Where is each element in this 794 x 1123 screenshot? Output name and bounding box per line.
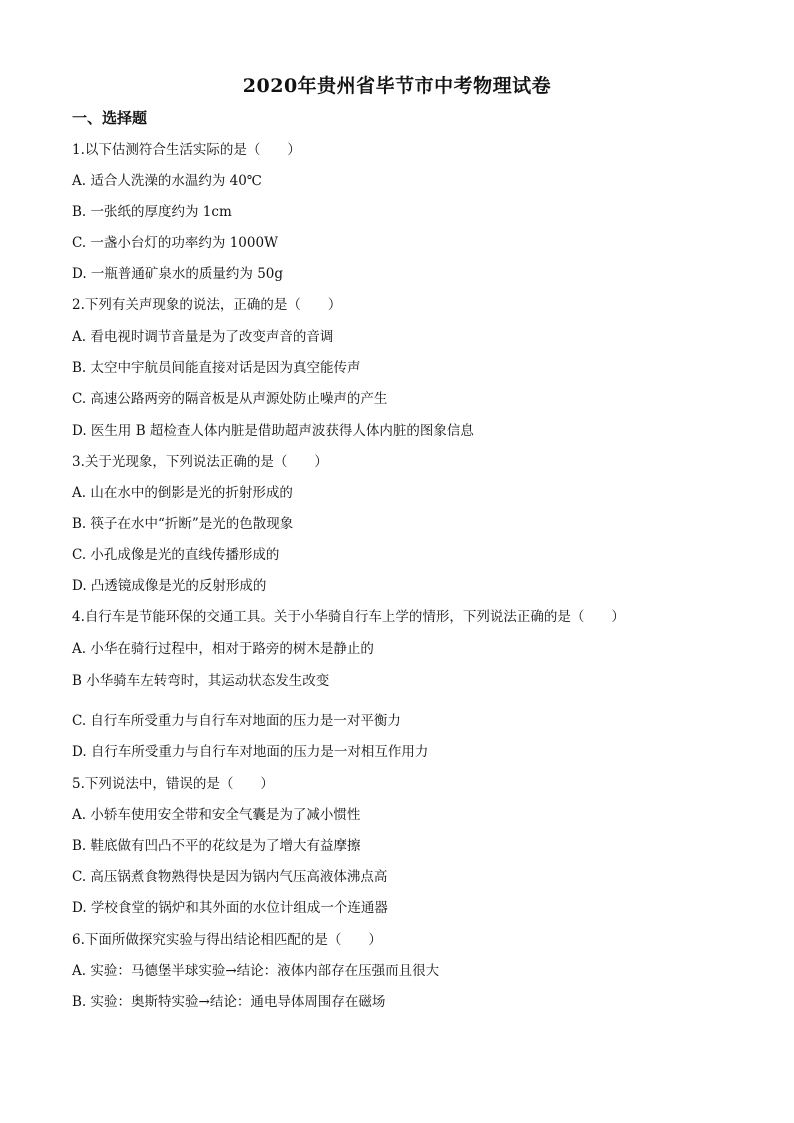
q5-option-b: B. 鞋底做有凹凸不平的花纹是为了增大有益摩擦 — [72, 838, 361, 854]
q2-option-b: B. 太空中宇航员间能直接对话是因为真空能传声 — [72, 360, 361, 376]
q6-option-b: B. 实验：奥斯特实验→结论：通电导体周围存在磁场 — [72, 994, 386, 1010]
q5-option-d: D. 学校食堂的锅炉和其外面的水位计组成一个连通器 — [72, 900, 388, 916]
section-heading: 一、选择题 — [72, 109, 148, 127]
q1-option-b: B. 一张纸的厚度约为 1cm — [72, 204, 232, 220]
q1-option-c: C. 一盏小台灯的功率约为 1000W — [72, 235, 278, 251]
question-5: 5.下列说法中，错误的是（ ） — [72, 776, 274, 792]
question-1: 1.以下估测符合生活实际的是（ ） — [72, 142, 301, 158]
q4-option-c: C. 自行车所受重力与自行车对地面的压力是一对平衡力 — [72, 713, 401, 729]
question-6: 6.下面所做探究实验与得出结论相匹配的是（ ） — [72, 932, 382, 948]
q2-option-d: D. 医生用 B 超检查人体内脏是借助超声波获得人体内脏的图象信息 — [72, 423, 474, 439]
q3-option-b: B. 筷子在水中“折断”是光的色散现象 — [72, 516, 294, 532]
question-2: 2.下列有关声现象的说法，正确的是（ ） — [72, 297, 342, 313]
q5-option-a: A. 小轿车使用安全带和安全气囊是为了减小惯性 — [72, 807, 361, 823]
q3-option-d: D. 凸透镜成像是光的反射形成的 — [72, 578, 267, 594]
question-3: 3.关于光现象，下列说法正确的是（ ） — [72, 454, 328, 470]
q3-option-c: C. 小孔成像是光的直线传播形成的 — [72, 547, 280, 563]
q4-option-d: D. 自行车所受重力与自行车对地面的压力是一对相互作用力 — [72, 744, 429, 760]
q1-option-a: A. 适合人洗澡的水温约为 40℃ — [72, 173, 262, 189]
page-title: 2020年贵州省毕节市中考物理试卷 — [242, 75, 552, 97]
q4-option-b: B 小华骑车左转弯时，其运动状态发生改变 — [72, 673, 330, 689]
q4-option-a: A. 小华在骑行过程中，相对于路旁的树木是静止的 — [72, 641, 374, 657]
q1-option-d: D. 一瓶普通矿泉水的质量约为 50g — [72, 266, 284, 282]
question-4: 4.自行车是节能环保的交通工具。关于小华骑自行车上学的情形，下列说法正确的是（ ） — [72, 609, 625, 625]
q2-option-a: A. 看电视时调节音量是为了改变声音的音调 — [72, 329, 334, 345]
q5-option-c: C. 高压锅煮食物熟得快是因为锅内气压高液体沸点高 — [72, 869, 388, 885]
q3-option-a: A. 山在水中的倒影是光的折射形成的 — [72, 485, 293, 501]
q2-option-c: C. 高速公路两旁的隔音板是从声源处防止噪声的产生 — [72, 391, 388, 407]
q6-option-a: A. 实验：马德堡半球实验→结论：液体内部存在压强而且很大 — [72, 963, 440, 979]
